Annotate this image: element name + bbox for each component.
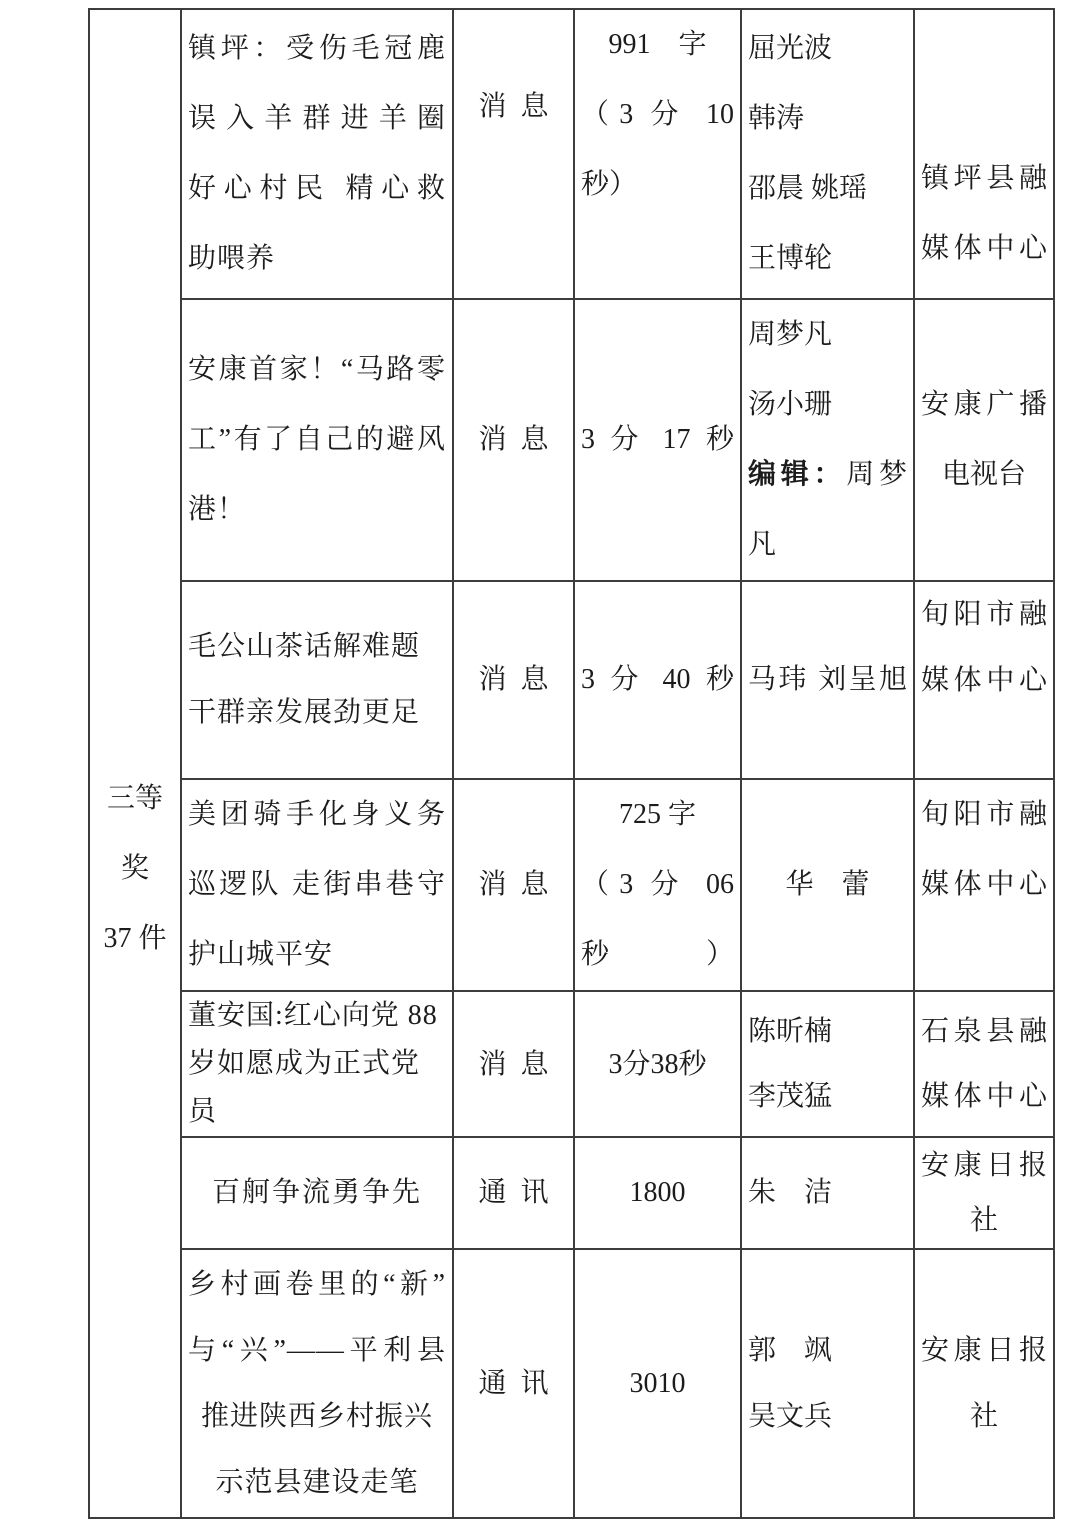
title-line: 董安国:红心向党 88 <box>188 1000 438 1031</box>
author-line: 邵晨 姚瑶 <box>748 173 868 204</box>
table-row <box>89 299 1054 581</box>
genre-cell <box>453 1249 574 1518</box>
org-cell <box>914 581 1054 779</box>
table-row <box>89 1137 1054 1249</box>
awards-table <box>88 8 1055 1519</box>
genre-cell <box>453 991 574 1137</box>
genre-cell <box>453 581 574 779</box>
author-line: 王博轮 <box>748 243 833 274</box>
title-cell <box>181 299 453 581</box>
title-cell <box>181 9 453 299</box>
title-line: 港！ <box>188 494 247 525</box>
genre-label: 消息 <box>478 664 563 695</box>
title-line: 镇坪：受伤毛冠鹿 <box>188 33 446 64</box>
title-line: 助喂养 <box>188 243 276 274</box>
length-line: 991 字 <box>608 29 707 60</box>
length-cell <box>574 299 741 581</box>
title-line: 推进陕西乡村振兴 <box>200 1400 433 1432</box>
length-line: 1800 <box>629 1177 686 1208</box>
org-line: 社 <box>969 1400 998 1432</box>
title-line: 误入羊群进羊圈 <box>188 103 446 134</box>
title-line: 百舸争流勇争先 <box>211 1177 422 1208</box>
editor-line <box>748 440 907 580</box>
org-line: 安康广播 <box>921 389 1047 420</box>
length-line: （3 分 10 <box>581 99 734 130</box>
title-line: 好心村民 精心救 <box>188 173 446 204</box>
author-line: 韩涛 <box>748 103 805 134</box>
org-line: 旬阳市融 <box>921 599 1047 630</box>
table-row <box>89 991 1054 1137</box>
title-line: 工”有了自己的避风 <box>188 424 446 455</box>
author-line: 周梦凡 <box>748 319 833 350</box>
org-line: 媒体中心 <box>921 233 1047 264</box>
author-line: 屈光波 <box>748 33 833 64</box>
award-count: 37 件 <box>103 922 167 954</box>
table-row <box>89 1249 1054 1518</box>
genre-label: 消息 <box>478 424 563 455</box>
title-line: 与“兴”——平利县 <box>188 1334 446 1366</box>
org-line: 石泉县融 <box>921 1016 1047 1047</box>
length-cell <box>574 991 741 1137</box>
title-line: 护山城平安 <box>188 939 334 970</box>
title-line: 安康首家！“马路零 <box>188 354 446 385</box>
editor-label: 编辑： <box>748 459 847 490</box>
length-line: 3分38秒 <box>608 1048 707 1080</box>
award-prize: 三等奖 <box>106 782 163 884</box>
org-line: 社 <box>969 1205 998 1236</box>
table-row <box>89 581 1054 779</box>
title-line: 示范县建设走笔 <box>215 1466 419 1498</box>
length-cell <box>574 779 741 991</box>
genre-label: 消息 <box>478 869 563 900</box>
genre-label: 通讯 <box>478 1177 563 1208</box>
org-line: 旬阳市融 <box>921 799 1047 830</box>
author-line: 吴文兵 <box>748 1400 833 1432</box>
org-line: 媒体中心 <box>921 1081 1047 1112</box>
title-line: 巡逻队 走街串巷守 <box>188 869 446 900</box>
authors-cell <box>741 991 914 1137</box>
genre-cell <box>453 9 574 299</box>
org-cell <box>914 779 1054 991</box>
org-line: 媒体中心 <box>921 869 1047 900</box>
genre-label: 通讯 <box>478 1367 563 1399</box>
org-line: 媒体中心 <box>921 665 1047 696</box>
org-line: 镇坪县融 <box>921 163 1047 194</box>
award-label <box>96 764 174 974</box>
genre-cell <box>453 779 574 991</box>
length-cell <box>574 581 741 779</box>
title-cell <box>181 1249 453 1518</box>
award-cell <box>89 9 181 1518</box>
authors-cell <box>741 779 914 991</box>
author-line: 郭 飒 <box>748 1334 833 1366</box>
length-line: 秒） <box>581 169 638 200</box>
title-line: 美团骑手化身义务 <box>188 799 446 830</box>
author-line: 李茂猛 <box>748 1081 833 1112</box>
authors-cell <box>741 581 914 779</box>
author-line: 马玮 刘呈旭 <box>748 664 907 695</box>
genre-cell <box>453 299 574 581</box>
title-line: 干群亲发展劲更足 <box>188 697 421 728</box>
length-line: 725 字 <box>618 799 696 830</box>
author-line: 朱 洁 <box>748 1177 833 1208</box>
table-row <box>89 9 1054 299</box>
title-cell <box>181 991 453 1137</box>
author-line: 华 蕾 <box>785 869 870 900</box>
author-line: 汤小珊 <box>748 389 833 420</box>
length-cell <box>574 1137 741 1249</box>
length-line: 3010 <box>629 1367 686 1399</box>
org-line: 安康日报 <box>921 1334 1047 1366</box>
title-line: 毛公山茶话解难题 <box>188 631 421 662</box>
genre-cell <box>453 1137 574 1249</box>
title-cell <box>181 1137 453 1249</box>
org-cell <box>914 1137 1054 1249</box>
length-cell <box>574 1249 741 1518</box>
title-line: 岁如愿成为正式党员 <box>188 1048 421 1127</box>
table-row <box>89 779 1054 991</box>
org-line: 安康日报 <box>921 1150 1047 1181</box>
authors-cell <box>741 299 914 581</box>
editor-name: 周梦凡 <box>748 459 907 560</box>
org-cell <box>914 299 1054 581</box>
authors-cell <box>741 9 914 299</box>
genre-label: 消息 <box>478 1048 563 1080</box>
length-cell <box>574 9 741 299</box>
org-line: 电视台 <box>941 459 1026 490</box>
length-line: 3 分 40 秒 <box>581 664 734 695</box>
org-cell <box>914 1249 1054 1518</box>
author-line: 陈昕楠 <box>748 1016 833 1047</box>
title-cell <box>181 779 453 991</box>
genre-label: 消息 <box>478 91 563 122</box>
title-line: 乡村画卷里的“新” <box>188 1268 446 1300</box>
org-cell <box>914 9 1054 299</box>
authors-cell <box>741 1249 914 1518</box>
length-line: 3 分 17 秒 <box>581 424 734 455</box>
org-cell <box>914 991 1054 1137</box>
title-cell <box>181 581 453 779</box>
length-line: （3 分 06 秒） <box>581 869 734 970</box>
authors-cell <box>741 1137 914 1249</box>
